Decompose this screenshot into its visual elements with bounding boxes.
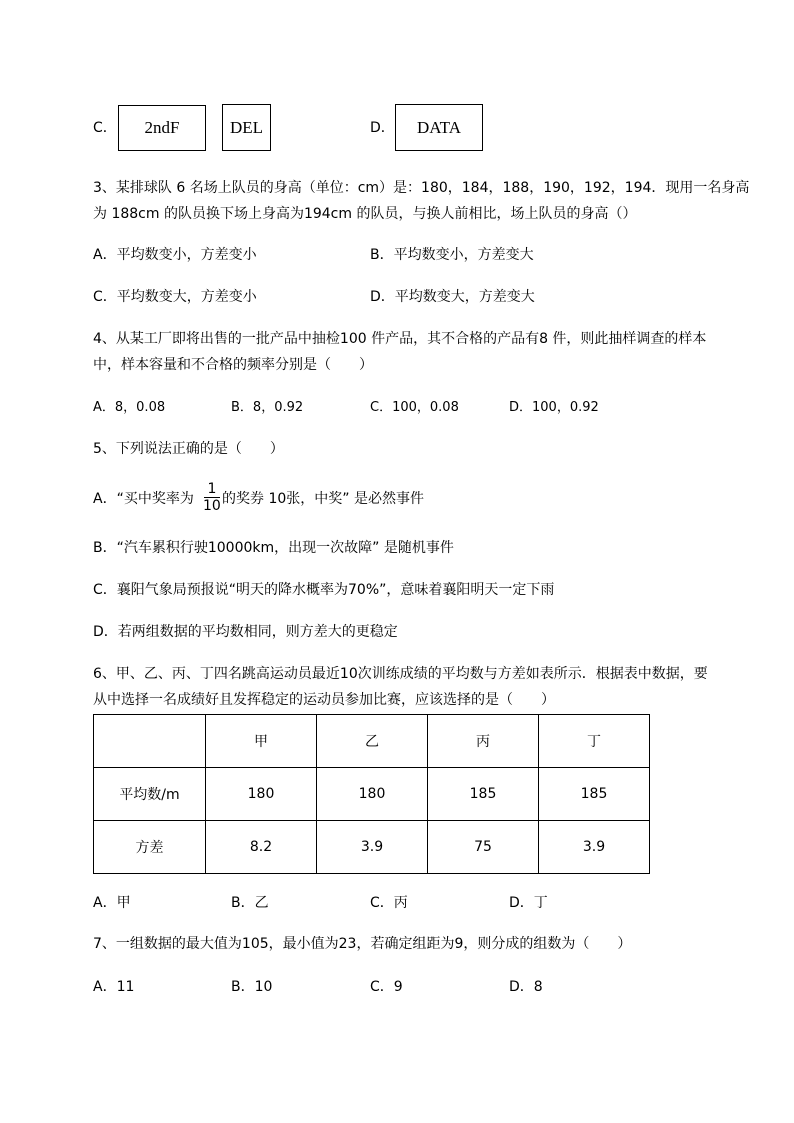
q3-option-c: C．平均数变大，方差变小 [93, 289, 257, 305]
table-cell: 185 [539, 768, 650, 821]
q5-stem: 5、下列说法正确的是（ ） [93, 441, 284, 457]
q4-option-b: B．8，0.92 [231, 400, 304, 415]
q3-option-a: A．平均数变小，方差变小 [93, 247, 257, 263]
q4-option-a: A．8，0.08 [93, 400, 166, 415]
q6-option-c: C．丙 [370, 895, 408, 911]
q6-option-b: B．乙 [231, 895, 269, 911]
q4-option-c: C．100，0.08 [370, 400, 459, 415]
q6-option-a: A．甲 [93, 895, 131, 911]
table-header-cell: 丙 [428, 715, 539, 768]
table-cell: 8.2 [206, 821, 317, 874]
table-cell: 185 [428, 768, 539, 821]
q4-stem-line2: 中，样本容量和不合格的频率分别是（ ） [93, 357, 373, 373]
q4-stem-line1: 4、从某工厂即将出售的一批产品中抽检100 件产品，其不合格的产品有8 件，则此抽样调查的样本 [93, 331, 707, 347]
table-row [94, 768, 650, 821]
table-cell: 180 [317, 768, 428, 821]
q2-option-d-label: D． [370, 120, 395, 136]
q7-stem: 7、一组数据的最大值为105，最小值为23，若确定组距为9，则分成的组数为（ ） [93, 936, 632, 952]
q7-option-d: D．8 [509, 979, 543, 995]
q7-option-a: A．11 [93, 979, 135, 995]
q5-fraction-denominator: 10 [203, 498, 221, 514]
q5-option-c: C．襄阳气象局预报说“明天的降水概率为70%”，意味着襄阳明天一定下雨 [93, 582, 555, 598]
q6-option-d: D．丁 [509, 895, 548, 911]
table-header-cell: 丁 [539, 715, 650, 768]
q6-data-table [93, 714, 650, 874]
q5-fraction [203, 481, 221, 514]
q5-option-a-suffix: 的奖券 10张，中奖” 是必然事件 [222, 491, 424, 507]
table-cell: 3.9 [539, 821, 650, 874]
table-row-label: 方差 [94, 821, 206, 874]
key-data: DATA [395, 104, 483, 151]
table-header-cell: 甲 [206, 715, 317, 768]
q5-option-d: D．若两组数据的平均数相同，则方差大的更稳定 [93, 624, 398, 640]
q7-option-b: B．10 [231, 979, 273, 995]
key-del: DEL [222, 104, 271, 151]
q3-stem-line2: 为 188cm 的队员换下场上身高为194cm 的队员，与换人前相比，场上队员的身高（） [93, 206, 637, 222]
q3-option-b: B．平均数变小，方差变大 [370, 247, 534, 263]
q3-stem-line1: 3、某排球队 6 名场上队员的身高（单位：cm）是：180，184，188，190，192，194．现用一名身高 [93, 180, 750, 196]
q6-stem-line1: 6、甲、乙、丙、丁四名跳高运动员最近10次训练成绩的平均数与方差如表所示．根据表中数据，要 [93, 666, 708, 682]
q3-option-d: D．平均数变大，方差变大 [370, 289, 535, 305]
table-cell: 3.9 [317, 821, 428, 874]
table-cell: 180 [206, 768, 317, 821]
q2-option-c-label: C． [93, 120, 117, 136]
table-header-cell: 乙 [317, 715, 428, 768]
q5-fraction-numerator: 1 [207, 481, 217, 497]
q7-option-c: C．9 [370, 979, 403, 995]
table-cell: 75 [428, 821, 539, 874]
key-2ndf: 2ndF [118, 105, 206, 151]
q6-stem-line2: 从中选择一名成绩好且发挥稳定的运动员参加比赛，应该选择的是（ ） [93, 692, 555, 708]
q5-option-b: B．“汽车累积行驶10000km，出现一次故障” 是随机事件 [93, 540, 454, 556]
table-row [94, 821, 650, 874]
table-header-row [94, 715, 650, 768]
table-header-cell [94, 715, 206, 768]
q4-option-d: D．100，0.92 [509, 400, 599, 415]
q5-option-a-prefix: A．“买中奖率为 [93, 491, 194, 507]
table-row-label: 平均数/m [94, 768, 206, 821]
